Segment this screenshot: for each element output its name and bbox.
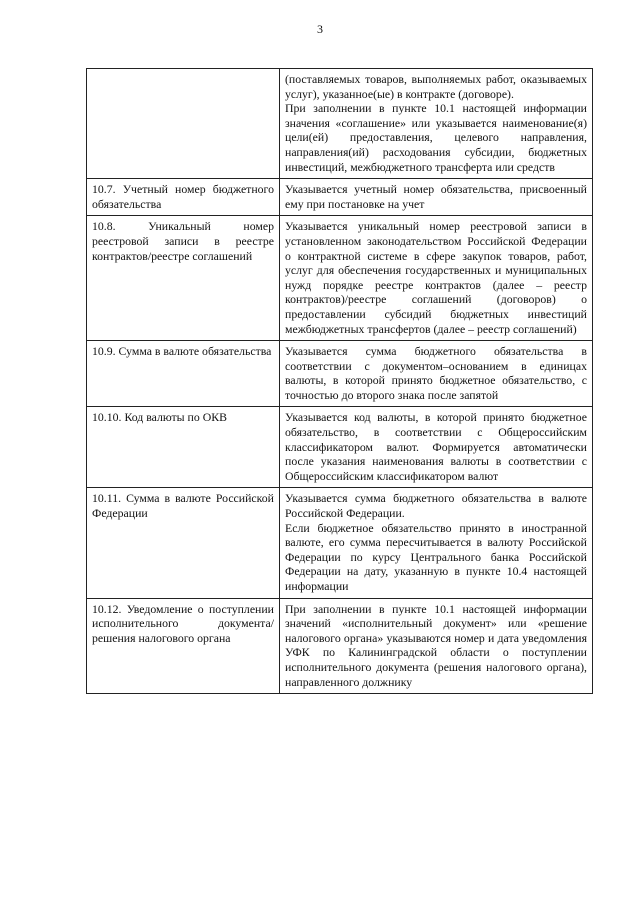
document-table [86, 68, 593, 694]
table-row [87, 341, 593, 407]
description-paragraph: (поставляемых товаров, выполняемых работ, оказываемых услуг), указанное(ые) в контракте (договоре). [285, 72, 587, 101]
field-name-cell: 10.7. Учетный номер бюджетного обязательства [87, 179, 280, 216]
description-paragraph: При заполнении в пункте 10.1 настоящей информации значения «соглашение» или указывается наименование(я) цели(ей) предоставления, целевого направления, направления(ий) расходования субсидии, бюджетных инвестиций, межбюджетного трансферта или средств [285, 101, 587, 174]
description-paragraph: Указывается уникальный номер реестровой записи в установленном законодательством Российской Федерации о контрактной системе в сфере закупок товаров, работ, услуг для обеспечения государственных и муниципальных нужд порядке реестре контрактов (далее – реестр контрактов)/реестре соглашений (договоров) о предоставлении субсидий бюджетных инвестиций межбюджетных трансфертов (далее – реестр соглашений) [285, 219, 587, 336]
description-cell [280, 598, 593, 694]
field-name-cell: 10.10. Код валюты по ОКВ [87, 407, 280, 488]
description-cell [280, 179, 593, 216]
field-name-cell: 10.8. Уникальный номер реестровой записи в реестре контрактов/реестре соглашений [87, 216, 280, 341]
description-paragraph: Указывается сумма бюджетного обязательства в соответствии с документом–основанием в единицах валюты, в которой принято бюджетное обязательство, с точностью до второго знака после запятой [285, 344, 587, 402]
description-paragraph: Указывается код валюты, в которой принято бюджетное обязательство, в соответствии с Общероссийским классификатором валют. Формируется автоматически после указания наименования валюты в соответствии с Общероссийским классификатором валют [285, 410, 587, 483]
table-row [87, 69, 593, 179]
description-paragraph: Указывается сумма бюджетного обязательства в валюте Российской Федерации. [285, 491, 587, 521]
table-row [87, 488, 593, 598]
description-paragraph: Указывается учетный номер обязательства, присвоенный ему при постановке на учет [285, 182, 587, 211]
field-name-cell: 10.12. Уведомление о поступлении исполнительного документа/решения налогового органа [87, 598, 280, 694]
field-name-cell [87, 69, 280, 179]
field-name-cell: 10.9. Сумма в валюте обязательства [87, 341, 280, 407]
table-body [87, 69, 593, 694]
field-name-cell: 10.11. Сумма в валюте Российской Федерации [87, 488, 280, 598]
page-number: 3 [317, 22, 323, 36]
table-row [87, 598, 593, 694]
description-cell [280, 488, 593, 598]
table-row [87, 407, 593, 488]
description-cell [280, 407, 593, 488]
description-paragraph: При заполнении в пункте 10.1 настоящей информации значений «исполнительный документ» или «решение налогового органа» указываются номер и дата уведомления УФК по Калининградской области о поступлении исполнительного документа (решения налогового органа), направленного должнику [285, 601, 587, 689]
table-row [87, 179, 593, 216]
description-cell [280, 341, 593, 407]
description-cell [280, 216, 593, 341]
description-paragraph: Если бюджетное обязательство принято в иностранной валюте, его сумма пересчитывается в валюту Российской Федерации по курсу Центрального банка Российской Федерации на дату, указанную в пункте 10.4 настоящей информации [285, 520, 587, 593]
table-row [87, 216, 593, 341]
description-cell [280, 69, 593, 179]
